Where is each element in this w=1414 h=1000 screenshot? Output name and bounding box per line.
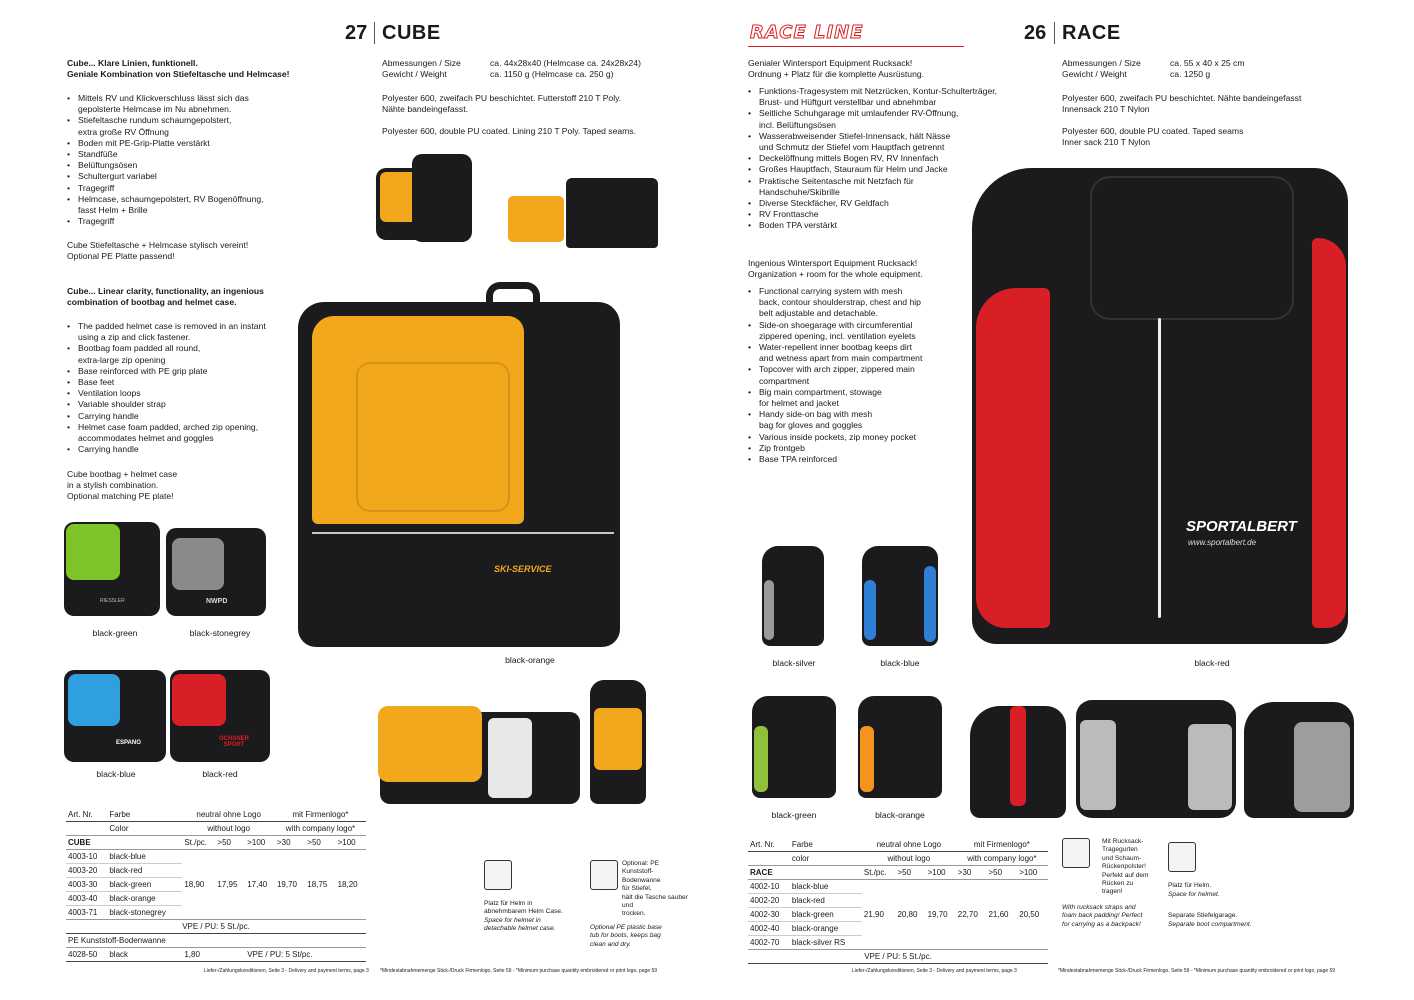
th-with: with company logo* xyxy=(285,824,356,833)
th-neutral: neutral ohne Logo xyxy=(876,840,942,849)
size-value: ca. 44x28x40 (Helmcase ca. 24x28x24) xyxy=(490,58,641,68)
cube-variant-red xyxy=(170,670,270,762)
table-row-color: black-red xyxy=(109,866,143,875)
cube-variant-grey xyxy=(166,528,266,616)
table-row-nr: 4003-30 xyxy=(68,880,98,889)
side-panel-orange xyxy=(860,726,874,792)
caption-black-blue: black-blue xyxy=(96,769,136,779)
size-label: Abmessungen / Size xyxy=(382,58,461,68)
side-panel-red-right xyxy=(1312,238,1346,628)
table-row-nr: 4003-20 xyxy=(68,866,98,875)
price-table-cube xyxy=(66,808,366,962)
race-features-en xyxy=(748,286,988,465)
feature-item: • Big main compartment, stowage for helmet and jacket xyxy=(748,387,988,409)
cube-variant-blue xyxy=(64,670,166,762)
carry-handle xyxy=(486,282,540,313)
bag-logo-blue: ESPANO xyxy=(116,740,141,746)
feature-item: • Tragegriff xyxy=(67,183,337,194)
price: 19,70 xyxy=(927,910,948,919)
mesh-inner xyxy=(1080,720,1116,810)
intro-en: Cube... Linear clarity, functionality, an ingenious combination of bootbag and helmet case. xyxy=(67,286,264,308)
th-stpc: St./pc. xyxy=(863,868,887,877)
th-color: Color xyxy=(109,824,129,833)
caption-black-orange: black-orange xyxy=(505,655,555,665)
icon1-en: Space for helmet in detachable helmet case. xyxy=(484,917,556,933)
feature-item: • RV Fronttasche xyxy=(748,209,1048,220)
feature-item: • Seitliche Schuhgarage mit umlaufender RV-Öffnung, incl. Belüftungsösen xyxy=(748,108,1048,130)
feature-item: • The padded helmet case is removed in an instant using a zip and click fastener. xyxy=(67,321,337,343)
front-pocket xyxy=(356,362,510,512)
price: 18,20 xyxy=(337,880,358,889)
th-color: color xyxy=(791,854,810,863)
page-number-left: 27 xyxy=(345,22,368,44)
feature-item: • Standfüße xyxy=(67,149,337,160)
table-row-color: black-green xyxy=(109,880,152,889)
price: 20,80 xyxy=(897,910,918,919)
feature-item: • Bootbag foam padded all round, extra-large zip opening xyxy=(67,343,337,365)
table-row-color: black-red xyxy=(791,896,825,905)
helmet-boot-icon xyxy=(1168,842,1196,872)
feature-item: • Carrying handle xyxy=(67,444,337,455)
feature-item: • Funktions-Tragesystem mit Netzrücken, Kontur-Schulterträger, Brust- und Hüftgurt verstellbar und abnehmbar xyxy=(748,86,1048,108)
bootbag-image xyxy=(566,178,658,248)
caption-race-black-orange: black-orange xyxy=(875,810,925,820)
feature-item: • Mittels RV und Klickverschluss lässt sich das gepolsterte Helmcase im Nu abnehmen. xyxy=(67,93,337,115)
feature-item: • Praktische Seitentasche mit Netzfach für Handschuhe/Skibrille xyxy=(748,176,1048,198)
th-qty: >50 xyxy=(988,868,1003,877)
feature-item: • Helmcase, schaumgepolstert, RV Bogenöffnung, fasst Helm + Brille xyxy=(67,194,337,216)
caption-race-black-red: black-red xyxy=(1194,658,1230,668)
table-row-color: black-blue xyxy=(109,852,146,861)
feature-item: • Handy side-on bag with mesh bag for gloves and goggles xyxy=(748,409,988,431)
bag-logo-orange: SKI-SERVICE xyxy=(494,564,552,574)
race-line-logo: RACE LINE xyxy=(750,22,864,43)
feature-item: • Wasserabweisender Stiefel-Innensack, hält Nässe und Schmutz der Stiefel vom Hauptfach getrennt xyxy=(748,131,1048,153)
race-intro-en: Ingenious Wintersport Equipment Rucksack! Organization + room for the whole equipment. xyxy=(748,258,923,280)
weight-value: ca. 1150 g (Helmcase ca. 250 g) xyxy=(490,69,614,79)
sportalbert-url: www.sportalbert.de xyxy=(1188,538,1257,547)
table-row-nr: 4002-70 xyxy=(750,938,780,947)
cube-variant-green xyxy=(64,522,160,616)
helmet-case-side xyxy=(594,708,642,770)
table-row-color: black-green xyxy=(791,910,834,919)
table-row-nr: 4003-40 xyxy=(68,894,98,903)
side-panel-blue xyxy=(864,580,876,640)
cube-image-side xyxy=(412,154,472,242)
th-qty: >50 xyxy=(307,838,321,847)
table-row-nr: 4003-71 xyxy=(68,908,98,917)
feature-item: • Base reinforced with PE grip plate xyxy=(67,366,337,377)
feature-item: • Tragegriff xyxy=(67,216,337,227)
helmet-case-red xyxy=(172,674,226,726)
side-panel-blue-right xyxy=(924,566,936,642)
side-panel-green xyxy=(754,726,768,792)
price: 17,95 xyxy=(217,880,238,889)
race-icon1-de: Mit Rucksack- Tragegurten und Schaum- Rückenpolster! Perfekt auf dem Rücken zu tragen! xyxy=(1102,838,1149,896)
feature-item: • Water-repellent inner bootbag keeps dirt and wetness apart from main compartment xyxy=(748,342,988,364)
ski-boot xyxy=(488,718,532,798)
vpe: VPE / PU: 5 St./pc. xyxy=(864,952,932,961)
feature-item: • Deckelöffnung mittels Bogen RV, RV Innenfach xyxy=(748,153,1048,164)
page-title-race: RACE xyxy=(1062,22,1121,44)
feature-item: • Ventilation loops xyxy=(67,388,337,399)
race-intro-de: Genialer Wintersport Equipment Rucksack! Ordnung + Platz für die komplette Ausrüstung. xyxy=(748,58,925,80)
mesh-inner-right xyxy=(1188,724,1232,810)
caption-black-stonegrey: black-stonegrey xyxy=(189,628,251,638)
race-variant-silver xyxy=(762,546,824,646)
price-table-race xyxy=(748,838,1048,964)
feature-item: • Side-on shoegarage with circumferential zippered opening, incl. ventilation eyelets xyxy=(748,320,988,342)
th-artnr: Art. Nr. xyxy=(68,810,93,819)
th-without: without logo xyxy=(887,854,931,863)
table-row-nr: 4002-40 xyxy=(750,924,780,933)
material-de: Polyester 600, zweifach PU beschichtet. Futterstoff 210 T Poly. Nähte bandeingefasst. xyxy=(382,93,622,115)
race-weight-label: Gewicht / Weight xyxy=(1062,69,1127,79)
footer-terms-right: Liefer-/Zahlungskonditionen, Seite 3 - Delivery and payment terms, page 3 xyxy=(852,968,1017,974)
race-icon2-de: Platz für Helm. xyxy=(1168,882,1212,889)
icon1-de: Platz für Helm in abnehmbarem Helm Case. xyxy=(484,900,563,916)
th-without: without logo xyxy=(207,824,251,833)
footer-min-qty-left: *Mindestabnahmemenge Stick-/Druck Firmenlogo, Seite 59 - *Minimum purchase quantity embroidered or print logo, page 59 xyxy=(380,968,658,974)
price: 17,40 xyxy=(247,880,268,889)
race-main-image xyxy=(972,168,1348,644)
material-en: Polyester 600, double PU coated. Lining 210 T Poly. Taped seams. xyxy=(382,126,636,136)
zipper-line xyxy=(312,532,614,534)
feature-item: • Diverse Steckfächer, RV Geldfach xyxy=(748,198,1048,209)
race-image-garage xyxy=(1244,702,1354,818)
race-image-open xyxy=(1076,700,1236,818)
table-row-nr: 4002-20 xyxy=(750,896,780,905)
pe-title: PE Kunststoff-Bodenwanne xyxy=(68,936,166,945)
price: 20,50 xyxy=(1019,910,1040,919)
helmet-case-front xyxy=(312,316,524,524)
footer-min-qty-right: *Mindestabnahmemenge Stick-/Druck Firmenlogo, Seite 59 - *Minimum purchase quantity embroidered or print logo, page 59 xyxy=(1058,968,1336,974)
table-row-color: black-silver RS xyxy=(791,938,846,947)
race-variant-orange xyxy=(858,696,942,798)
cube-main-image xyxy=(298,302,620,647)
vpe: VPE / PU: 5 St./pc. xyxy=(182,922,250,931)
footer-terms-left: Liefer-/Zahlungskonditionen, Seite 3 - Delivery and payment terms, page 3 xyxy=(204,968,369,974)
bag-logo-green: RIESSLER xyxy=(100,598,125,604)
th-qty: >30 xyxy=(276,838,291,847)
feature-item: • Variable shoulder strap xyxy=(67,399,337,410)
race-icon3-de: Separate Stiefelgarage. xyxy=(1168,912,1238,919)
cube-image-carry xyxy=(590,680,646,804)
side-panel-silver xyxy=(764,580,774,640)
intro-de: Cube... Klare Linien, funktionell. Geniale Kombination von Stiefeltasche und Helmcase! xyxy=(67,58,290,80)
price: 21,60 xyxy=(988,910,1009,919)
th-artnr: Art. Nr. xyxy=(750,840,775,849)
feature-item: • Belüftungsösen xyxy=(67,160,337,171)
logo-underline xyxy=(748,46,964,47)
table-row-nr: 4003-10 xyxy=(68,852,98,861)
helmet-case-image xyxy=(508,196,564,242)
caption-black-red: black-red xyxy=(202,769,238,779)
features-en xyxy=(67,321,337,455)
race-icon1-en: With rucksack straps and foam back padding! Perfect for carrying as a backpack! xyxy=(1062,904,1143,928)
page-number-right: 26 xyxy=(1024,22,1047,44)
table-row-color: black-orange xyxy=(109,894,156,903)
pe-price: 1,80 xyxy=(184,950,200,959)
sportalbert-logo: SPORTALBERT xyxy=(1186,518,1297,535)
th-qty: >100 xyxy=(1019,868,1038,877)
feature-item: • Helmet case foam padded, arched zip opening, accommodates helmet and goggles xyxy=(67,422,337,444)
bag-logo-red: OCHSNER SPORT xyxy=(218,736,249,748)
race-icon3-en: Separate boot compartment. xyxy=(1168,921,1252,928)
th-stpc: St./pc. xyxy=(184,838,208,847)
header-divider xyxy=(374,22,375,44)
table-group: CUBE xyxy=(68,838,91,847)
th-farbe: Farbe xyxy=(791,840,813,849)
th-qty: >30 xyxy=(957,868,972,877)
table-row-nr: 4002-30 xyxy=(750,910,780,919)
th-qty: >50 xyxy=(217,838,231,847)
feature-item: • Boden mit PE-Grip-Platte verstärkt xyxy=(67,138,337,149)
th-with: with company logo* xyxy=(967,854,1037,863)
race-variant-blue xyxy=(862,546,938,646)
th-neutral: neutral ohne Logo xyxy=(196,810,261,819)
icon2-de: Optional: PE Kunststoff- Bodenwanne für Stiefel, hält die Tasche sauber und trocken. xyxy=(622,860,688,918)
table-row-color: black-blue xyxy=(791,882,829,891)
price: 22,70 xyxy=(957,910,978,919)
feature-item: • Base TPA reinforced xyxy=(748,454,988,465)
feature-item: • Base feet xyxy=(67,377,337,388)
side-panel-red xyxy=(976,288,1050,628)
helmet-case-open xyxy=(378,706,482,782)
icon2-en: Optional PE plastic base tub for boots, keeps bag clean and dry. xyxy=(590,924,662,948)
cube-image-with-boot xyxy=(380,712,580,804)
table-row-color: black-orange xyxy=(791,924,839,933)
feature-item: • Carrying handle xyxy=(67,411,337,422)
table-row-color: black-stonegrey xyxy=(109,908,166,917)
race-weight-value: ca. 1250 g xyxy=(1170,69,1211,79)
price: 18,75 xyxy=(307,880,328,889)
outro-de: Cube Stiefeltasche + Helmcase stylisch vereint! Optional PE Platte passend! xyxy=(67,240,249,262)
caption-race-black-blue: black-blue xyxy=(880,658,920,668)
th-mit: mit Firmenlogo* xyxy=(973,840,1030,849)
th-farbe: Farbe xyxy=(109,810,131,819)
header-divider xyxy=(1054,22,1055,44)
boot-compartment xyxy=(1294,722,1350,812)
shoulder-strap xyxy=(1010,706,1026,806)
zipper-white xyxy=(1158,318,1161,618)
th-qty: >50 xyxy=(897,868,912,877)
th-qty: >100 xyxy=(247,838,266,847)
race-material-de: Polyester 600, zweifach PU beschichtet. Nähte bandeingefasst Innensack 210 T Nylon xyxy=(1062,93,1302,115)
bag-logo-grey: NWPD xyxy=(206,598,228,605)
race-size-label: Abmessungen / Size xyxy=(1062,58,1141,68)
race-icon2-en: Space for helmet. xyxy=(1168,891,1220,898)
price: 18,90 xyxy=(184,880,205,889)
pe-color: black xyxy=(109,950,129,959)
feature-item: • Zip frontgeb xyxy=(748,443,988,454)
race-variant-green xyxy=(752,696,836,798)
weight-label: Gewicht / Weight xyxy=(382,69,447,79)
helmet-case-grey xyxy=(172,538,224,590)
helmet-icon xyxy=(484,860,512,890)
th-mit: mit Firmenlogo* xyxy=(292,810,349,819)
pe-vpe: VPE / PU: 5 St/pc. xyxy=(247,950,313,959)
page-title-cube: CUBE xyxy=(382,22,441,44)
helmet-case-blue xyxy=(68,674,120,726)
feature-item: • Stiefeltasche rundum schaumgepolstert, extra große RV Öffnung xyxy=(67,115,337,137)
th-qty: >100 xyxy=(337,838,356,847)
race-image-back xyxy=(970,706,1066,818)
top-pocket xyxy=(1090,176,1294,320)
race-material-en: Polyester 600, double PU coated. Taped seams Inner sack 210 T Nylon xyxy=(1062,126,1244,148)
price: 19,70 xyxy=(276,880,298,889)
feature-item: • Various inside pockets, zip money pocket xyxy=(748,432,988,443)
th-qty: >100 xyxy=(927,868,946,877)
feature-item: • Schultergurt variabel xyxy=(67,171,337,182)
race-size-value: ca. 55 x 40 x 25 cm xyxy=(1170,58,1245,68)
table-group: RACE xyxy=(750,868,773,877)
pe-nr: 4028-50 xyxy=(68,950,98,959)
caption-black-silver: black-silver xyxy=(772,658,816,668)
helmet-case-green xyxy=(66,524,120,580)
caption-black-green: black-green xyxy=(92,628,138,638)
table-row-nr: 4002-10 xyxy=(750,882,780,891)
outro-en: Cube bootbag + helmet case in a stylish combination. Optional matching PE plate! xyxy=(67,469,178,502)
features-de xyxy=(67,93,337,227)
feature-item: • Boden TPA verstärkt xyxy=(748,220,1048,231)
feature-item: • Functional carrying system with mesh back, contour shoulderstrap, chest and hip belt adjustable and detachable. xyxy=(748,286,988,320)
feature-item: • Topcover with arch zipper, zippered main compartment xyxy=(748,364,988,386)
feature-item: • Großes Hauptfach, Stauraum für Helm und Jacke xyxy=(748,164,1048,175)
caption-race-black-green: black-green xyxy=(771,810,817,820)
price: 21,90 xyxy=(863,910,884,919)
